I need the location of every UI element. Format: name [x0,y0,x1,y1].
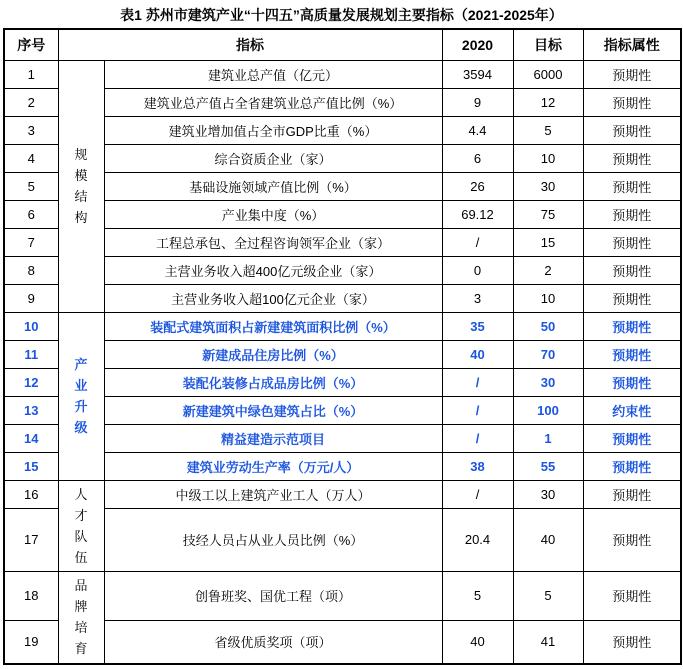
target-cell: 6000 [513,60,583,88]
row-no-cell: 12 [4,368,58,396]
row-no-cell: 3 [4,116,58,144]
indicator-cell: 基础设施领域产值比例（%） [104,172,442,200]
target-cell: 41 [513,620,583,664]
target-cell: 10 [513,144,583,172]
attribute-cell: 预期性 [583,340,681,368]
value-2020-cell: 69.12 [442,200,513,228]
header-target: 目标 [513,29,583,60]
table-row [4,480,681,508]
row-no-cell: 1 [4,60,58,88]
attribute-cell: 预期性 [583,312,681,340]
target-cell: 5 [513,116,583,144]
row-no-cell: 19 [4,620,58,664]
target-cell: 55 [513,452,583,480]
row-no-cell: 13 [4,396,58,424]
table-row [4,571,681,620]
table-row [4,340,681,368]
table-row [4,620,681,664]
value-2020-cell: / [442,424,513,452]
indicator-cell: 新建建筑中绿色建筑占比（%） [104,396,442,424]
indicator-cell: 中级工以上建筑产业工人（万人） [104,480,442,508]
indicator-cell: 省级优质奖项（项） [104,620,442,664]
attribute-cell: 约束性 [583,396,681,424]
attribute-cell: 预期性 [583,480,681,508]
target-cell: 2 [513,256,583,284]
indicator-cell: 产业集中度（%） [104,200,442,228]
value-2020-cell: 6 [442,144,513,172]
value-2020-cell: 5 [442,571,513,620]
group-label-industry-upgrade: 产业升级 [74,357,88,435]
attribute-cell: 预期性 [583,424,681,452]
group-cell-brand-cultivation [58,571,104,664]
attribute-cell: 预期性 [583,200,681,228]
value-2020-cell: 38 [442,452,513,480]
target-cell: 30 [513,172,583,200]
row-no-cell: 7 [4,228,58,256]
indicator-cell: 综合资质企业（家） [104,144,442,172]
row-no-cell: 4 [4,144,58,172]
row-no-cell: 9 [4,284,58,312]
attribute-cell: 预期性 [583,368,681,396]
table-row [4,60,681,88]
indicator-cell: 工程总承包、全过程咨询领军企业（家） [104,228,442,256]
table-title: 表1 苏州市建筑产业“十四五”高质量发展规划主要指标（2021-2025年） [120,7,563,23]
indicator-cell: 创鲁班奖、国优工程（项） [104,571,442,620]
indicators-table [3,28,682,665]
indicator-cell: 技经人员占从业人员比例（%） [104,508,442,571]
group-cell-scale-structure [58,60,104,312]
header-indicator: 指标 [58,29,442,60]
header-attribute: 指标属性 [583,29,681,60]
table-row [4,256,681,284]
indicator-cell: 建筑业劳动生产率（万元/人） [104,452,442,480]
target-cell: 70 [513,340,583,368]
row-no-cell: 8 [4,256,58,284]
indicator-cell: 主营业务收入超100亿元企业（家） [104,284,442,312]
value-2020-cell: / [442,396,513,424]
header-2020: 2020 [442,29,513,60]
target-cell: 30 [513,368,583,396]
value-2020-cell: 35 [442,312,513,340]
header-row [4,29,681,60]
row-no-cell: 5 [4,172,58,200]
header-no: 序号 [4,29,58,60]
row-no-cell: 14 [4,424,58,452]
indicator-cell: 建筑业总产值（亿元） [104,60,442,88]
table-row [4,144,681,172]
attribute-cell: 预期性 [583,172,681,200]
value-2020-cell: 40 [442,340,513,368]
row-no-cell: 11 [4,340,58,368]
indicator-cell: 建筑业总产值占全省建筑业总产值比例（%） [104,88,442,116]
group-label-brand-cultivation: 品牌培育 [74,578,88,657]
indicator-cell: 精益建造示范项目 [104,424,442,452]
value-2020-cell: 20.4 [442,508,513,571]
attribute-cell: 预期性 [583,620,681,664]
row-no-cell: 16 [4,480,58,508]
group-cell-industry-upgrade [58,312,104,480]
attribute-cell: 预期性 [583,284,681,312]
target-cell: 50 [513,312,583,340]
table-row [4,368,681,396]
target-cell: 15 [513,228,583,256]
group-label-talent-team: 人才队伍 [74,486,88,565]
target-cell: 30 [513,480,583,508]
indicator-cell: 建筑业增加值占全市GDP比重（%） [104,116,442,144]
table-row [4,452,681,480]
indicator-cell: 装配式建筑面积占新建建筑面积比例（%） [104,312,442,340]
group-cell-talent-team [58,480,104,571]
indicator-cell: 新建成品住房比例（%） [104,340,442,368]
value-2020-cell: 9 [442,88,513,116]
attribute-cell: 预期性 [583,60,681,88]
target-cell: 100 [513,396,583,424]
indicator-cell: 装配化装修占成品房比例（%） [104,368,442,396]
row-no-cell: 18 [4,571,58,620]
table-row [4,508,681,571]
attribute-cell: 预期性 [583,116,681,144]
value-2020-cell: 3594 [442,60,513,88]
value-2020-cell: / [442,228,513,256]
table-row [4,424,681,452]
value-2020-cell: 3 [442,284,513,312]
table-row [4,312,681,340]
indicator-cell: 主营业务收入超400亿元级企业（家） [104,256,442,284]
target-cell: 5 [513,571,583,620]
table-row [4,200,681,228]
attribute-cell: 预期性 [583,256,681,284]
value-2020-cell: 40 [442,620,513,664]
value-2020-cell: 26 [442,172,513,200]
table-row [4,172,681,200]
attribute-cell: 预期性 [583,571,681,620]
row-no-cell: 17 [4,508,58,571]
value-2020-cell: 0 [442,256,513,284]
target-cell: 12 [513,88,583,116]
attribute-cell: 预期性 [583,452,681,480]
table-row [4,228,681,256]
group-label-scale-structure: 规模结构 [74,147,88,225]
row-no-cell: 10 [4,312,58,340]
attribute-cell: 预期性 [583,228,681,256]
table-row [4,396,681,424]
attribute-cell: 预期性 [583,144,681,172]
value-2020-cell: 4.4 [442,116,513,144]
target-cell: 1 [513,424,583,452]
row-no-cell: 15 [4,452,58,480]
value-2020-cell: / [442,368,513,396]
row-no-cell: 6 [4,200,58,228]
target-cell: 40 [513,508,583,571]
value-2020-cell: / [442,480,513,508]
table-row [4,88,681,116]
row-no-cell: 2 [4,88,58,116]
table-row [4,116,681,144]
target-cell: 10 [513,284,583,312]
attribute-cell: 预期性 [583,508,681,571]
attribute-cell: 预期性 [583,88,681,116]
target-cell: 75 [513,200,583,228]
table-row [4,284,681,312]
